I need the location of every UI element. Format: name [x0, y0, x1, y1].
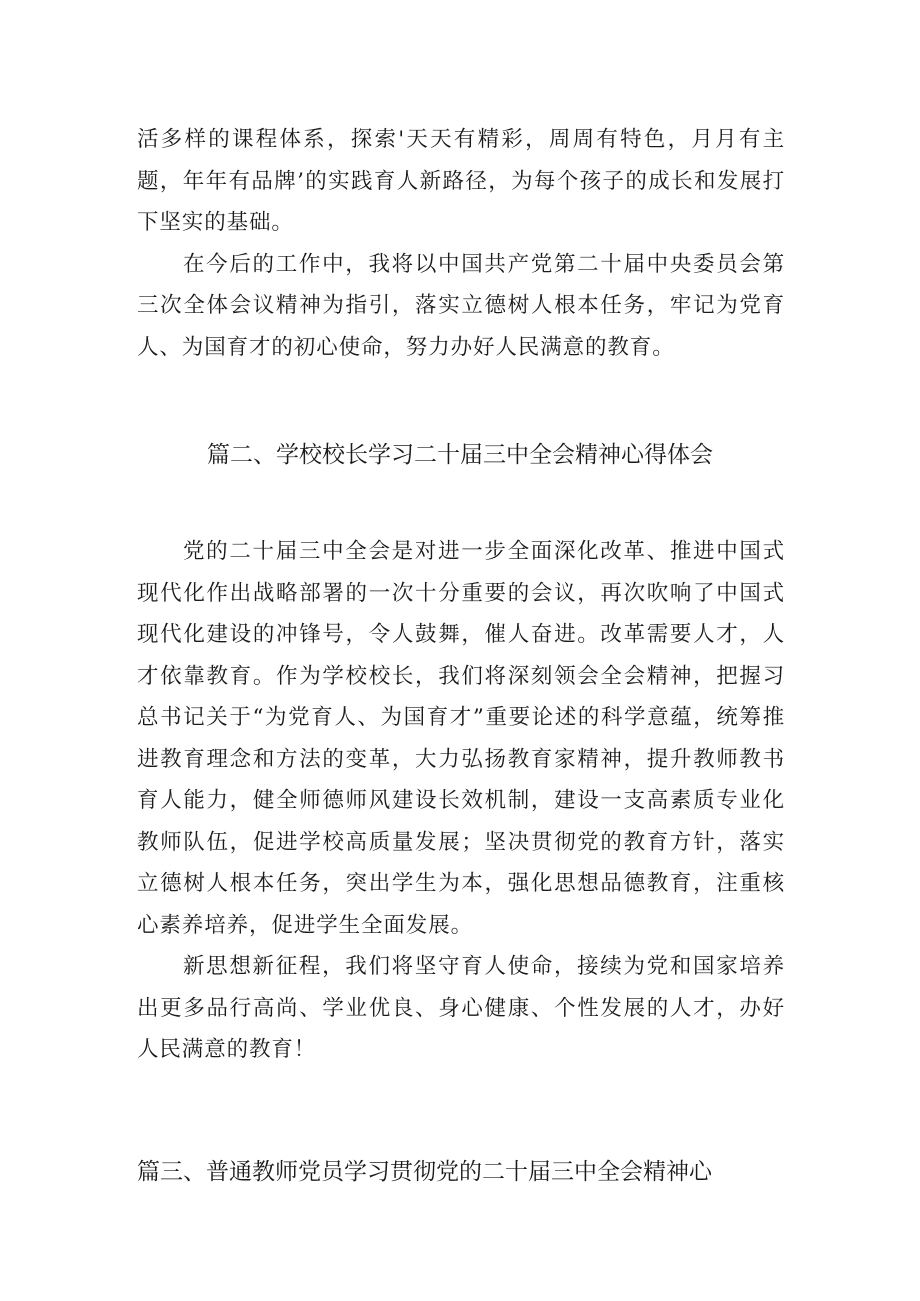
section-two-body [137, 531, 785, 1071]
continuation-paragraph: 活多样的课程体系，探索'天天有精彩，周周有特色，月月有主题，年年有品牌’的实践育人新路径，为每个孩子的成长和发展打下坚实的基础。 [137, 127, 785, 235]
section-three-title: 篇三、普通教师党员学习贯彻党的二十届三中全会精神心 [137, 1159, 712, 1185]
section-two-title: 篇二、学校校长学习二十届三中全会精神心得体会 [207, 442, 713, 468]
section-two-paragraph-1: 党的二十届三中全会是对进一步全面深化改革、推进中国式现代化作出战略部署的一次十分重要的会议，再次吹响了中国式现代化建设的冲锋号，令人鼓舞，催人奋进。改革需要人才，人才依靠教育。作为学校校长，我们将深刻领会全会精神，把握习总书记关于“为党育人、为国育才”重要论述的科学意蕴，统筹推进教育理念和方法的变革，大力弘扬教育家精神，提升教师教书育人能力，健全师德师风建设长效机制，建设一支高素质专业化教师队伍，促进学校高质量发展；坚决贯彻党的教育方针，落实立德树人根本任务，突出学生为本，强化思想品德教育，注重核心素养培养，促进学生全面发展。 [137, 539, 785, 938]
section-two-paragraph-2: 新思想新征程，我们将坚守育人使命，接续为党和国家培养出更多品行高尚、学业优良、身心健康、个性发展的人才，办好人民满意的教育！ [137, 954, 785, 1062]
closing-paragraph: 在今后的工作中，我将以中国共产党第二十届中央委员会第三次全体会议精神为指引，落实立德树人根本任务，牢记为党育人、为国育才的初心使命，努力办好人民满意的教育。 [137, 251, 785, 360]
previous-section-tail [137, 119, 785, 368]
